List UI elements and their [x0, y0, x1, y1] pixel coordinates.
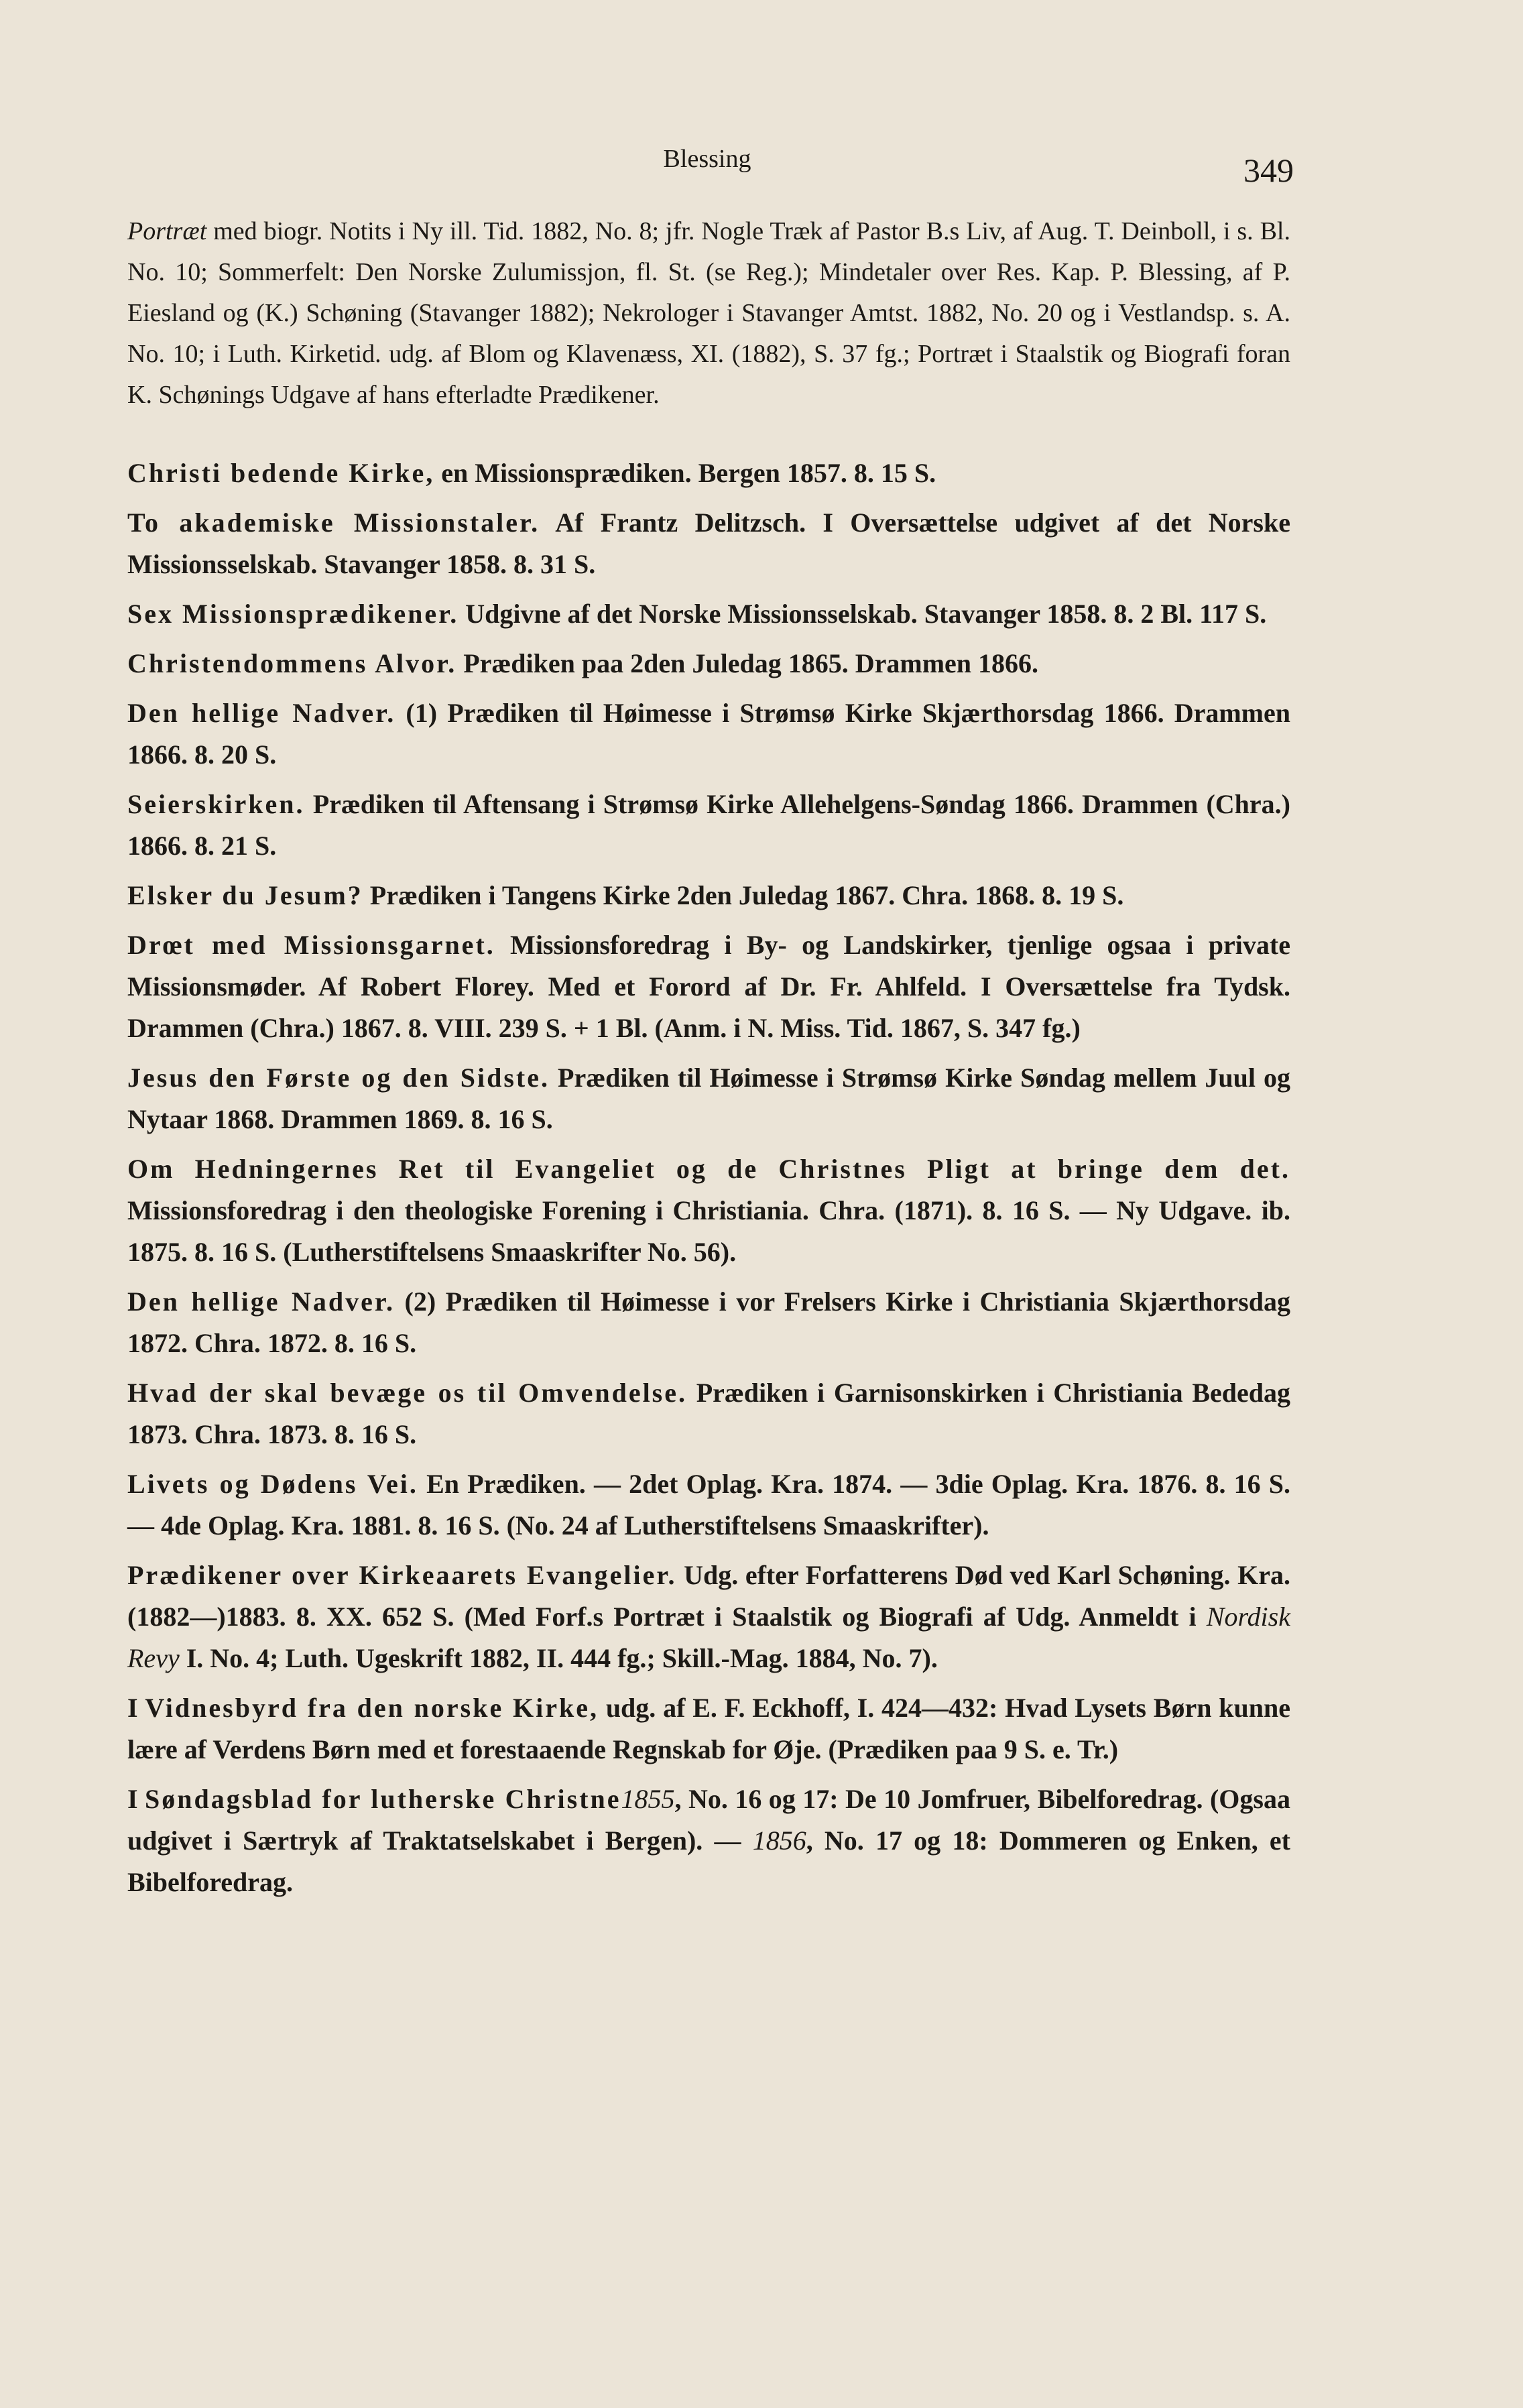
entry-description: , No. 16 og 17: De 10 Jomfruer, Bibelforedrag. (Ogsaa udgivet i Særtryk af Traktatselskabet i Bergen). — [127, 1784, 1290, 1856]
entry-title: Drœt med Missionsgarnet. [127, 930, 495, 960]
bibliography-entry [127, 1057, 1290, 1140]
bibliography-entry [127, 1779, 1290, 1903]
entry-description: Udgivne af det Norske Missionsselskab. Stavanger 1858. 8. 2 Bl. 117 S. [459, 599, 1267, 629]
page-number: 349 [1243, 152, 1294, 189]
entry-title: To akademiske Missionstaler. [127, 507, 540, 538]
entry-description: Prædiken i Garnisonskirken i Christiania Bededag 1873. Chra. 1873. 8. 16 S. [127, 1378, 1290, 1449]
entry-description: Prædiken til Aftensang i Strømsø Kirke Allehelgens-Søndag 1866. Drammen (Chra.) 1866. 8. 21 S. [127, 789, 1290, 861]
entry-title: Jesus den Første og den Sidste. [127, 1063, 550, 1093]
bibliography-entry [127, 1555, 1290, 1679]
entry-title: Den hellige Nadver. [127, 1286, 395, 1317]
entry-year: 1856 [752, 1825, 806, 1856]
entry-description: Prædiken i Tangens Kirke 2den Juledag 1867. Chra. 1868. 8. 19 S. [363, 880, 1124, 910]
bibliography-entry [127, 1687, 1290, 1770]
entry-year: 1855 [621, 1784, 675, 1814]
bibliography-entry [127, 1463, 1290, 1547]
bibliography-list [127, 453, 1290, 1903]
entry-description: Af Frantz Delitzsch. I Oversættelse udgivet af det Norske Missionsselskab. Stavanger 1858. 8. 31 S. [127, 507, 1290, 579]
page-header [121, 137, 1294, 191]
entry-description: Udg. efter Forfatterens Død ved Karl Schøning. Kra. (1882—)1883. 8. XX. 652 S. (Med Forf.s Portræt i Staalstik og Biografi af Udg. Anmeldt i [127, 1560, 1290, 1632]
bibliography-entry [127, 502, 1290, 585]
entry-description: Prædiken paa 2den Juledag 1865. Drammen 1866. [456, 648, 1039, 678]
entry-title: Christendommens Alvor. [127, 648, 457, 678]
notes-text: med biogr. Notits i Ny ill. Tid. 1882, No. 8; jfr. Nogle Træk af Pastor B.s Liv, af Aug. T. Deinboll, i s. Bl. No. 10; Sommerfelt: Den Norske Zulumissjon, fl. St. (se Reg.); Mindetaler over Res. Kap. P. Blessing, af P. Eiesland og (K.) Schøning (Stavanger 1882); Nekrologer i Stavanger Amtst. 1882, No. 20 og i Vestlandsp. s. A. No. 10; i Luth. Kirketid. udg. af Blom og Klavenæss, XI. (1882), S. 37 fg.; Portræt i Staalstik og Biografi foran K. Schønings Udgave af hans efterladte Prædikener. [127, 217, 1290, 409]
bibliography-entry [127, 784, 1290, 867]
entry-prefix: I [127, 1693, 145, 1723]
bibliography-entry [127, 693, 1290, 776]
entry-description: Prædiken til Høimesse i Strømsø Kirke Søndag mellem Juul og Nytaar 1868. Drammen 1869. 8. 16 S. [127, 1063, 1291, 1134]
bibliography-entry [127, 924, 1290, 1049]
entry-title: Vidnesbyrd fra den norske Kirke, [145, 1693, 599, 1723]
bibliography-entry [127, 453, 1290, 494]
entry-title: Prædikener over Kirkeaarets Evangelier. [127, 1560, 677, 1590]
notes-portrait-word: Portræt [127, 217, 207, 245]
entry-prefix: I [127, 1784, 145, 1814]
entry-description: en Missionsprædiken. Bergen 1857. 8. 15 S. [434, 458, 936, 488]
entry-description: Missionsforedrag i den theologiske Forening i Christiania. Chra. (1871). 8. 16 S. — Ny Udgave. ib. 1875. 8. 16 S. (Lutherstiftelsens Smaaskrifter No. 56). [127, 1195, 1290, 1267]
bibliography-entry [127, 1372, 1290, 1455]
entry-title: Christi bedende Kirke, [127, 458, 435, 488]
entry-title: Om Hedningernes Ret til Evangeliet og de Christnes Pligt at bringe dem det. [127, 1154, 1290, 1184]
entry-title: Elsker du Jesum? [127, 880, 363, 910]
entry-title: Den hellige Nadver. [127, 698, 396, 728]
running-title: Blessing [663, 145, 751, 173]
bibliography-entry [127, 593, 1290, 635]
entry-description-italic: Nordisk Revy [127, 1602, 1290, 1673]
entry-description-continued: , No. 17 og 18: Dommeren og Enken, et Bibelforedrag. [127, 1825, 1290, 1897]
entry-description: udg. af E. F. Eckhoff, I. 424—432: Hvad Lysets Børn kunne lære af Verdens Børn med et forestaaende Regnskab for Øje. (Prædiken paa 9 S. e. Tr.) [127, 1693, 1290, 1764]
entry-description-continued: I. No. 4; Luth. Ugeskrift 1882, II. 444 fg.; Skill.-Mag. 1884, No. 7). [179, 1643, 938, 1673]
entry-title: Søndagsblad for lutherske Christne [145, 1784, 621, 1814]
entry-title: Livets og Dødens Vei. [127, 1469, 418, 1499]
entry-description: Missionsforedrag i By- og Landskirker, tjenlige ogsaa i private Missionsmøder. Af Robert Florey. Med et Forord af Dr. Fr. Ahlfeld. I Oversættelse fra Tydsk. Drammen (Chra.) 1867. 8. VIII. 239 S. + 1 Bl. (Anm. i N. Miss. Tid. 1867, S. 347 fg.) [127, 930, 1290, 1043]
bibliography-entry [127, 1281, 1290, 1364]
biographical-notes [127, 211, 1290, 416]
bibliography-entry [127, 643, 1290, 684]
entry-title: Hvad der skal bevæge os til Omvendelse. [127, 1378, 688, 1408]
entry-title: Seierskirken. [127, 789, 305, 819]
entry-description: En Prædiken. — 2det Oplag. Kra. 1874. — 3die Oplag. Kra. 1876. 8. 16 S. — 4de Oplag. Kra. 1881. 8. 16 S. (No. 24 af Lutherstiftelsens Smaaskrifter). [127, 1469, 1290, 1541]
page-content [127, 211, 1290, 1911]
entry-description: (1) Prædiken til Høimesse i Strømsø Kirke Skjærthorsdag 1866. Drammen 1866. 8. 20 S. [127, 698, 1290, 770]
entry-title: Sex Missionsprædikener. [127, 599, 459, 629]
bibliography-entry [127, 875, 1290, 916]
entry-description: (2) Prædiken til Høimesse i vor Frelsers Kirke i Christiania Skjærthorsdag 1872. Chra. 1872. 8. 16 S. [127, 1286, 1290, 1358]
bibliography-entry [127, 1148, 1290, 1273]
